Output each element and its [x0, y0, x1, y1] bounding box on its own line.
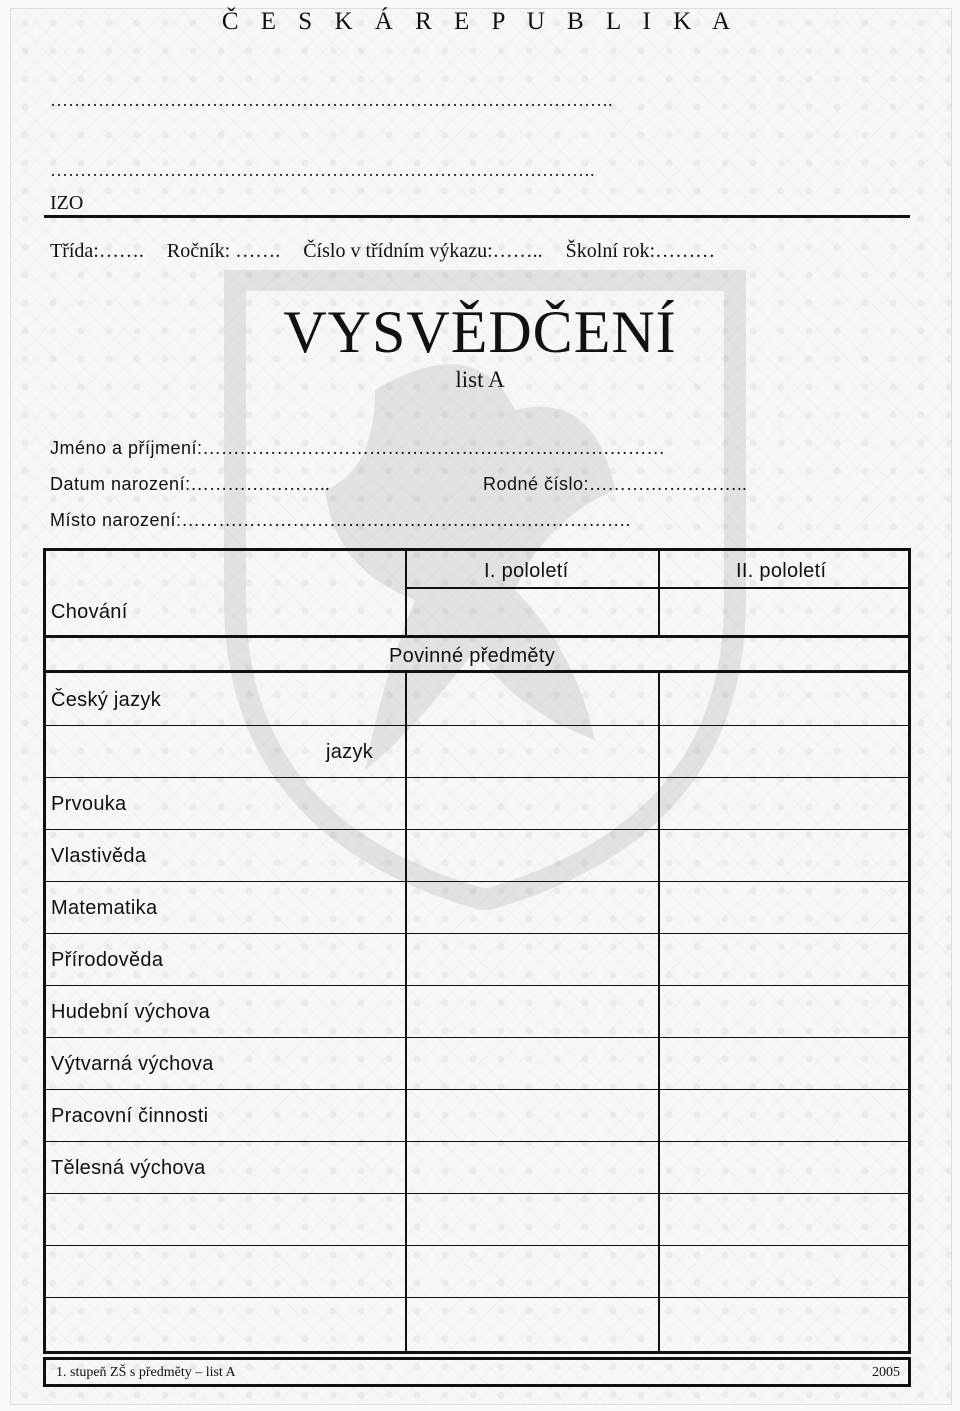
col-divider-1 [405, 673, 407, 1351]
subject-label: Přírodověda [51, 949, 164, 971]
header-col-rule [405, 587, 908, 589]
row-line [46, 829, 908, 830]
subject-label: Matematika [51, 897, 158, 919]
subject-label: Tělesná výchova [51, 1157, 206, 1179]
row-line [46, 1193, 908, 1194]
col-header-second-term: II. pololetí [736, 560, 827, 582]
cislo-field: Číslo v třídním výkazu:…….. [303, 240, 543, 262]
birth-number-label: Rodné číslo: [483, 474, 590, 494]
row-line [46, 985, 908, 986]
col-divider-2 [658, 673, 660, 1351]
subject-label: jazyk [326, 741, 374, 763]
row-line [46, 933, 908, 934]
row-line [46, 1037, 908, 1038]
col-divider-top-1 [405, 551, 407, 635]
behavior-label: Chování [51, 601, 128, 623]
col-header-first-term: I. pololetí [484, 560, 569, 582]
skolni-rok-field: Školní rok:……… [565, 240, 716, 262]
section-bottom-rule [46, 670, 908, 673]
birth-place-dots: ………………………………………………………………. [181, 510, 631, 530]
row-line [46, 1245, 908, 1246]
header-country: Č E S K Á R E P U B L I K A [221, 8, 739, 35]
school-name-line-1: …………………………………………………………………………………. [50, 90, 613, 110]
form-year: 2005 [872, 1365, 900, 1380]
rocnik-field: Ročník: ……. [166, 240, 281, 262]
subject-label: Pracovní činnosti [51, 1105, 209, 1127]
birth-date-label: Datum narození: [50, 474, 191, 494]
col-divider-top-2 [658, 551, 660, 635]
birth-place-label: Místo narození: [50, 510, 182, 530]
birth-number-field [483, 474, 747, 495]
row-line [46, 1089, 908, 1090]
name-dots: ………………………………………………………………… [202, 438, 666, 458]
subject-label: Výtvarná výchova [51, 1053, 214, 1075]
row-line [46, 777, 908, 778]
class-info-line [50, 240, 733, 263]
document-title: VYSVĚDČENÍ [283, 299, 677, 365]
form-footer [43, 1357, 911, 1387]
header-divider [44, 215, 910, 218]
birth-number-dots: …………………….. [589, 474, 748, 494]
subject-label: Hudební výchova [51, 1001, 211, 1023]
document-subtitle: list A [455, 367, 505, 392]
row-line [46, 1297, 908, 1298]
izo-label: IZO [50, 192, 84, 214]
subject-label: Vlastivěda [51, 845, 147, 867]
subject-label: Prvouka [51, 793, 127, 815]
name-field [50, 438, 665, 459]
form-identifier: 1. stupeň ZŠ s předměty – list A [56, 1365, 236, 1380]
school-name-line-2: ………………………………………………………………………………. [50, 160, 595, 180]
row-line [46, 881, 908, 882]
grades-table [43, 548, 911, 1354]
subject-label: Český jazyk [51, 689, 161, 711]
row-line [46, 1141, 908, 1142]
birth-date-dots: ………………….. [190, 474, 331, 494]
row-line [46, 725, 908, 726]
name-label: Jméno a příjmení: [50, 438, 203, 458]
birth-date-field [50, 474, 330, 495]
trida-field: Třída:……. [50, 240, 144, 262]
birth-place-field [50, 510, 631, 531]
section-top-rule [46, 635, 908, 638]
section-compulsory-subjects: Povinné předměty [389, 645, 556, 667]
